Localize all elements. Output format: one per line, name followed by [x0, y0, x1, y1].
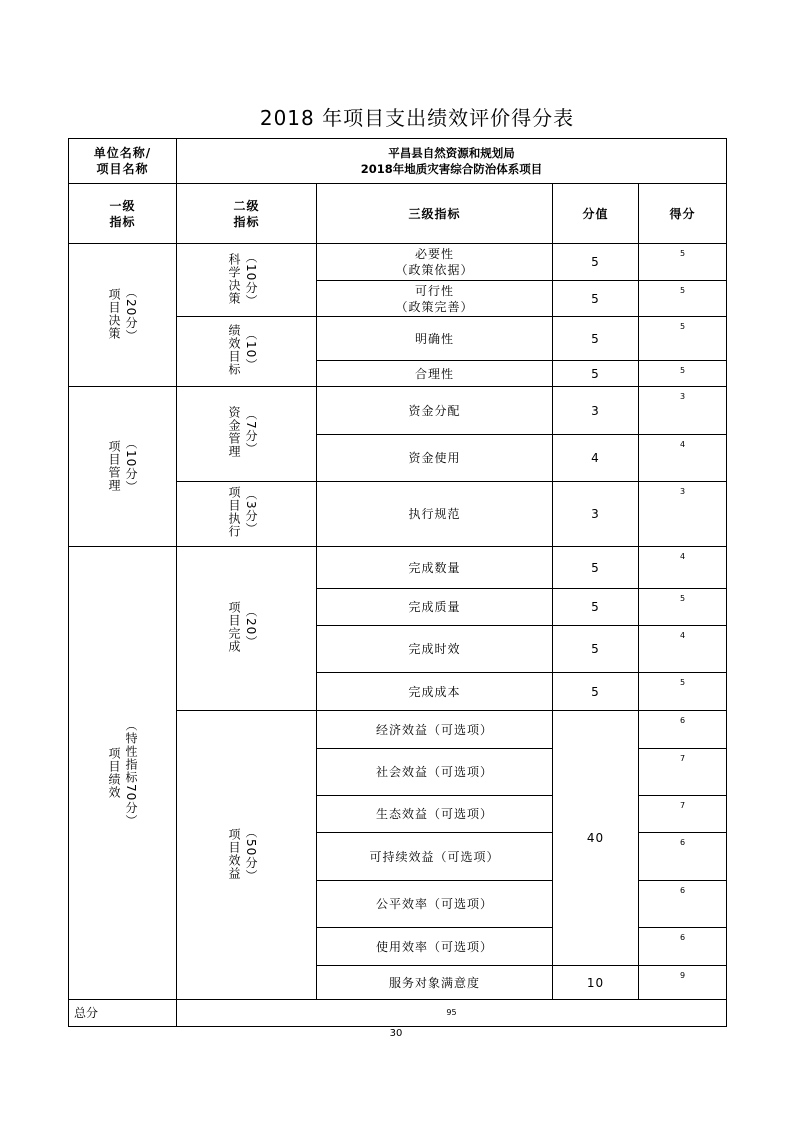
unit-label-line2: 项目名称 [96, 162, 149, 176]
unit-label-cell [69, 139, 177, 184]
level3-cell: 执行规范 [317, 482, 553, 547]
level3-cell: 合理性 [317, 361, 553, 387]
level2-label [227, 601, 258, 653]
level3-cell: 完成质量 [317, 589, 553, 626]
score-cell: 4 [639, 547, 727, 589]
level1-label [107, 719, 138, 827]
level2-cell-project-benefit [177, 711, 317, 1000]
level3-cell: 生态效益（可选项） [317, 796, 553, 833]
level1-weight: （特性指标70分） [124, 718, 138, 828]
score-cell: 7 [639, 749, 727, 796]
level3-cell: 完成成本 [317, 673, 553, 711]
max-score-cell: 3 [553, 387, 639, 435]
level1-cell-management [69, 387, 177, 547]
level3-cell [317, 281, 553, 317]
level1-weight: （10分） [124, 437, 138, 494]
table-row [69, 547, 727, 589]
page-number: 30 [389, 1028, 403, 1039]
score-cell: 5 [639, 244, 727, 281]
level3-cell: 服务对象满意度 [317, 966, 553, 1000]
max-score-cell: 5 [553, 244, 639, 281]
total-value: 95 [177, 1000, 727, 1027]
level3-cell: 资金分配 [317, 387, 553, 435]
level2-name: 项目效益 [227, 828, 241, 881]
level3-cell: 可持续效益（可选项） [317, 833, 553, 881]
level2-label [227, 324, 258, 376]
score-cell: 5 [639, 361, 727, 387]
score-cell: 6 [639, 928, 727, 966]
max-score-cell: 5 [553, 281, 639, 317]
max-score-cell: 3 [553, 482, 639, 547]
level2-name: 绩效目标 [227, 323, 241, 376]
score-cell: 5 [639, 317, 727, 361]
page-title: 2018 年项目支出绩效评价得分表 [259, 106, 575, 130]
level3-cell: 使用效率（可选项） [317, 928, 553, 966]
header-level1 [69, 184, 177, 244]
table-row [69, 244, 727, 281]
level2-weight: （20） [244, 604, 258, 649]
level2-label [227, 486, 258, 538]
level3-cell: 社会效益（可选项） [317, 749, 553, 796]
level1-cell-decision [69, 244, 177, 387]
level3-cell: 经济效益（可选项） [317, 711, 553, 749]
level2-label [227, 251, 258, 307]
score-cell: 3 [639, 482, 727, 547]
level2-weight: （7分） [244, 408, 258, 456]
level2-name: 项目完成 [227, 600, 241, 653]
header-level2-line1: 二级 [233, 198, 260, 213]
level1-label [107, 286, 138, 342]
level2-weight: （10） [244, 327, 258, 372]
score-cell: 7 [639, 796, 727, 833]
header-level1-line2: 指标 [109, 214, 136, 229]
max-score-cell: 5 [553, 317, 639, 361]
level3-cell: 完成时效 [317, 626, 553, 673]
unit-name: 平昌县自然资源和规划局 [388, 146, 515, 160]
level3-sublabel: （政策依据） [395, 263, 474, 277]
table-row [69, 387, 727, 435]
level2-label [227, 826, 258, 882]
level2-name: 资金管理 [227, 406, 241, 458]
max-score-cell: 10 [553, 966, 639, 1000]
level2-weight: （3分） [244, 488, 258, 536]
unit-name-cell [177, 139, 727, 184]
level3-cell [317, 244, 553, 281]
level3-sublabel: （政策完善） [395, 299, 474, 314]
project-name: 2018年地质灾害综合防治体系项目 [360, 162, 543, 176]
header-level3: 三级指标 [317, 184, 553, 244]
level1-cell-performance [69, 547, 177, 1000]
level2-label [227, 406, 258, 458]
level1-name: 项目管理 [107, 439, 121, 492]
level1-name: 项目绩效 [107, 747, 121, 799]
shared-max-score-cell: 40 [553, 711, 639, 966]
level2-cell-project-completion [177, 547, 317, 711]
header-level2 [177, 184, 317, 244]
score-cell: 9 [639, 966, 727, 1000]
level3-label: 必要性 [414, 247, 454, 261]
score-cell: 6 [639, 881, 727, 928]
header-level2-line2: 指标 [233, 214, 260, 229]
level3-label: 可行性 [414, 283, 454, 298]
level1-name: 项目决策 [107, 288, 121, 341]
max-score-cell: 4 [553, 435, 639, 482]
header-level1-line1: 一级 [109, 198, 136, 213]
level1-weight: （20分） [124, 285, 138, 343]
score-table [68, 138, 727, 1027]
level2-weight: （50分） [244, 825, 258, 883]
score-cell: 4 [639, 435, 727, 482]
level2-cell-scientific-decision [177, 244, 317, 317]
header-max-score: 分值 [553, 184, 639, 244]
max-score-cell: 5 [553, 673, 639, 711]
score-cell: 4 [639, 626, 727, 673]
unit-label-line1: 单位名称/ [93, 146, 152, 160]
max-score-cell: 5 [553, 626, 639, 673]
max-score-cell: 5 [553, 547, 639, 589]
unit-row [69, 139, 727, 184]
score-cell: 6 [639, 833, 727, 881]
level2-name: 科学决策 [227, 253, 241, 306]
level3-cell: 完成数量 [317, 547, 553, 589]
level2-weight: （10分） [244, 250, 258, 308]
level3-cell: 资金使用 [317, 435, 553, 482]
level2-cell-performance-target [177, 317, 317, 387]
score-cell: 6 [639, 711, 727, 749]
level2-cell-fund-management [177, 387, 317, 482]
total-label: 总分 [69, 1000, 177, 1027]
score-cell: 5 [639, 673, 727, 711]
level1-label [107, 437, 138, 493]
score-cell: 5 [639, 589, 727, 626]
level2-name: 项目执行 [227, 486, 241, 538]
score-cell: 5 [639, 281, 727, 317]
level3-cell: 明确性 [317, 317, 553, 361]
score-cell: 3 [639, 387, 727, 435]
level2-cell-project-execution [177, 482, 317, 547]
header-row [69, 184, 727, 244]
max-score-cell: 5 [553, 361, 639, 387]
total-row [69, 1000, 727, 1027]
max-score-cell: 5 [553, 589, 639, 626]
level3-cell: 公平效率（可选项） [317, 881, 553, 928]
header-score: 得分 [639, 184, 727, 244]
